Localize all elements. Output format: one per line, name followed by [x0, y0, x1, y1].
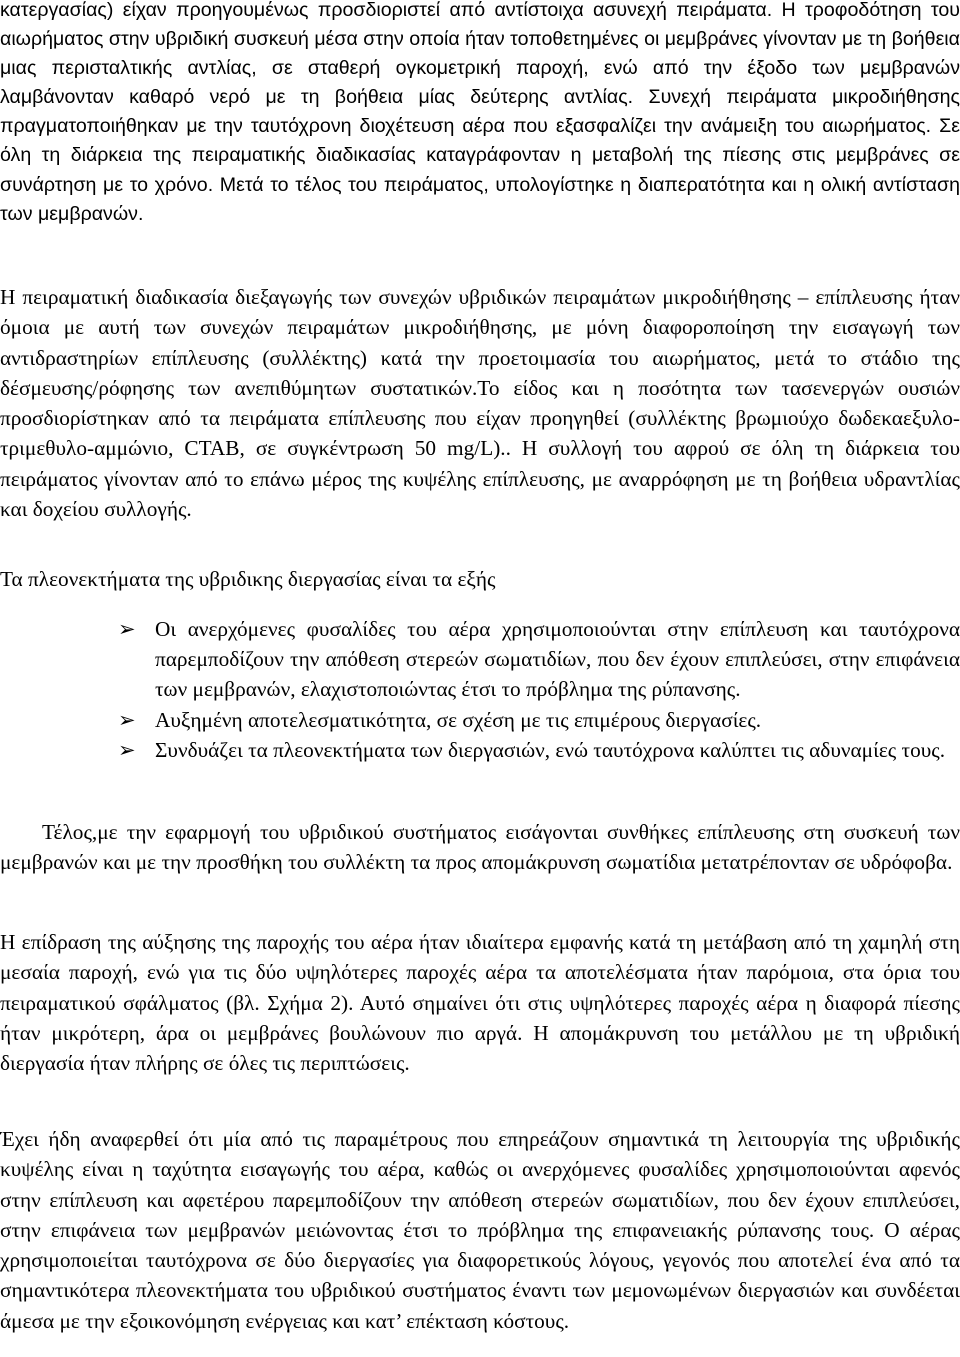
list-item [0, 614, 960, 705]
arrow-bullet-icon: ➢ [118, 707, 136, 732]
arrow-bullet-icon: ➢ [118, 737, 136, 762]
list-item-text: Συνδυάζει τα πλεονεκτήματα των διεργασιών, ενώ ταυτόχρονα καλύπτει τις αδυναμίες τους. [155, 737, 946, 762]
paragraph-air-velocity: Έχει ήδη αναφερθεί ότι μία από τις παραμέτρους που επηρεάζουν σημαντικά τη λειτουργία της υβριδικής κυψέλης είναι η ταχύτητα εισαγωγής του αέρα, καθώς οι ανερχόμενες φυσαλίδες χρησιμοποιούνται αφενός στην επίπλευση και αφετέρου παρεμποδίζουν την απόθεση στερεών σωματιδίων, που δεν έχουν επιπλεύσει, στην επιφάνεια των μεμβρανών μειώνοντας έτσι το πρόβλημα της επιφανειακής ρύπανσης τους. Ο αέρας χρησιμοποιείται ταυτόχρονα σε δύο διεργασίες για διαφορετικούς λόγους, γεγονός που αποτελεί ένα από τα σημαντικότερα πλεονεκτήματα του υβριδικού συστήματος έναντι των μεμονωμένων διεργασιών και συνδέεται άμεσα με την εξοικονόμηση ενέργειας και κατ’ επέκταση κόστους. [0, 1127, 960, 1333]
paragraph-conclusion: Τέλος,με την εφαρμογή του υβριδικού συστήματος εισάγονται συνθήκες επίπλευσης στη συσκευή των μεμβρανών και με την προσθήκη του συλλέκτη τα προς απομάκρυνση σωματίδια μετατρέπονταν σε υδρόφοβα. [0, 820, 960, 875]
paragraph-experimental-setup: κατεργασίας) είχαν προηγουμένως προσδιοριστεί από αντίστοιχα ασυνεχή πειράματα. Η τροφοδότηση του αιωρήματος στην υβριδική συσκευή μέσα στην οποία ήταν τοποθετημένες οι μεμβράνες γίνονταν με τη βοήθεια μιας περισταλτικής αντλίας, σε σταθερή ογκομετρική παροχή, ενώ από την έξοδο των μεμβρανών λαμβάνονταν καθαρό νερό με τη βοήθεια μίας δεύτερης αντλίας. Συνεχή πειράματα μικροδιήθησης πραγματοποιήθηκαν με την ταυτόχρονη διοχέτευση αέρα που εξασφαλίζει την ανάμειξη του αιωρήματος. Σε όλη τη διάρκεια της πειραματικής διαδικασίας καταγράφονταν η μεταβολή της πίεσης στις μεμβράνες σε συνάρτηση με το χρόνο. Μετά το τέλος του πειράματος, υπολογίστηκε η διαπερατότητα και η ολική αντίσταση των μεμβρανών. [0, 0, 960, 225]
list-item-text: Οι ανερχόμενες φυσαλίδες του αέρα χρησιμοποιούνται στην επίπλευση και ταυτόχρονα παρεμποδίζουν την απόθεση στερεών σωματιδίων, που δεν έχουν επιπλεύσει, στην επιφάνεια των μεμβρανών, ελαχιστοποιώντας έτσι το πρόβλημα της ρύπανσης. [155, 617, 960, 702]
list-item [0, 735, 960, 765]
list-item-text: Αυξημένη αποτελεσματικότητα, σε σχέση με τις επιμέρους διεργασίες. [155, 707, 762, 732]
paragraph-hybrid-procedure: Η πειραματική διαδικασία διεξαγωγής των συνεχών υβριδικών πειραμάτων μικροδιήθησης – επίπλευσης ήταν όμοια με αυτή των συνεχών πειραμάτων μικροδιήθησης, με μόνη διαφοροποίηση την εισαγωγή των αντιδραστηρίων επίπλευσης (συλλέκτης) κατά την προετοιμασία του αιωρήματος, μετά το στάδιο της δέσμευσης/ρόφησης των ανεπιθύμητων συστατικών.Το είδος και η ποσότητα των τασενεργών ουσιών προσδιορίστηκαν από τα πειράματα επίπλευσης που είχαν προηγηθεί (συλλέκτης βρωμιούχο δωδεκαεξυλο-τριμεθυλο-αμμώνιο, CTAB, σε συγκέντρωση 50 mg/L).. Η συλλογή του αφρού σε όλη τη διάρκεια του πειράματος γίνονταν από το επάνω μέρος της κυψέλης επίπλευσης, με αναρρόφηση με τη βοήθεια υδραντλίας και δοχείου συλλογής. [0, 285, 960, 522]
arrow-bullet-icon: ➢ [118, 617, 136, 641]
list-item [0, 705, 960, 735]
paragraph-advantages-intro: Τα πλεονεκτήματα της υβριδικης διεργασίας είναι τα εξής [0, 567, 496, 591]
paragraph-air-flow-effect: Η επίδραση της αύξησης της παροχής του αέρα ήταν ιδιαίτερα εμφανής κατά τη μετάβαση από τη χαμηλή στη μεσαία παροχή, ενώ για τις δύο υψηλότερες παροχές αέρα τα αποτελέσματα ήταν παρόμοια, στα όρια του πειραματικού σφάλματος (βλ. Σχήμα 2). Αυτό σημαίνει ότι στις υψηλότερες παροχές αέρα η διαφορά πίεσης ήταν μικρότερη, άρα οι μεμβράνες βουλώνουν πιο αργά. Η απομάκρυνση του μετάλλου με τη υβριδική διεργασία ήταν πλήρης σε όλες τις περιπτώσεις. [0, 930, 960, 1076]
advantages-list [0, 614, 960, 765]
